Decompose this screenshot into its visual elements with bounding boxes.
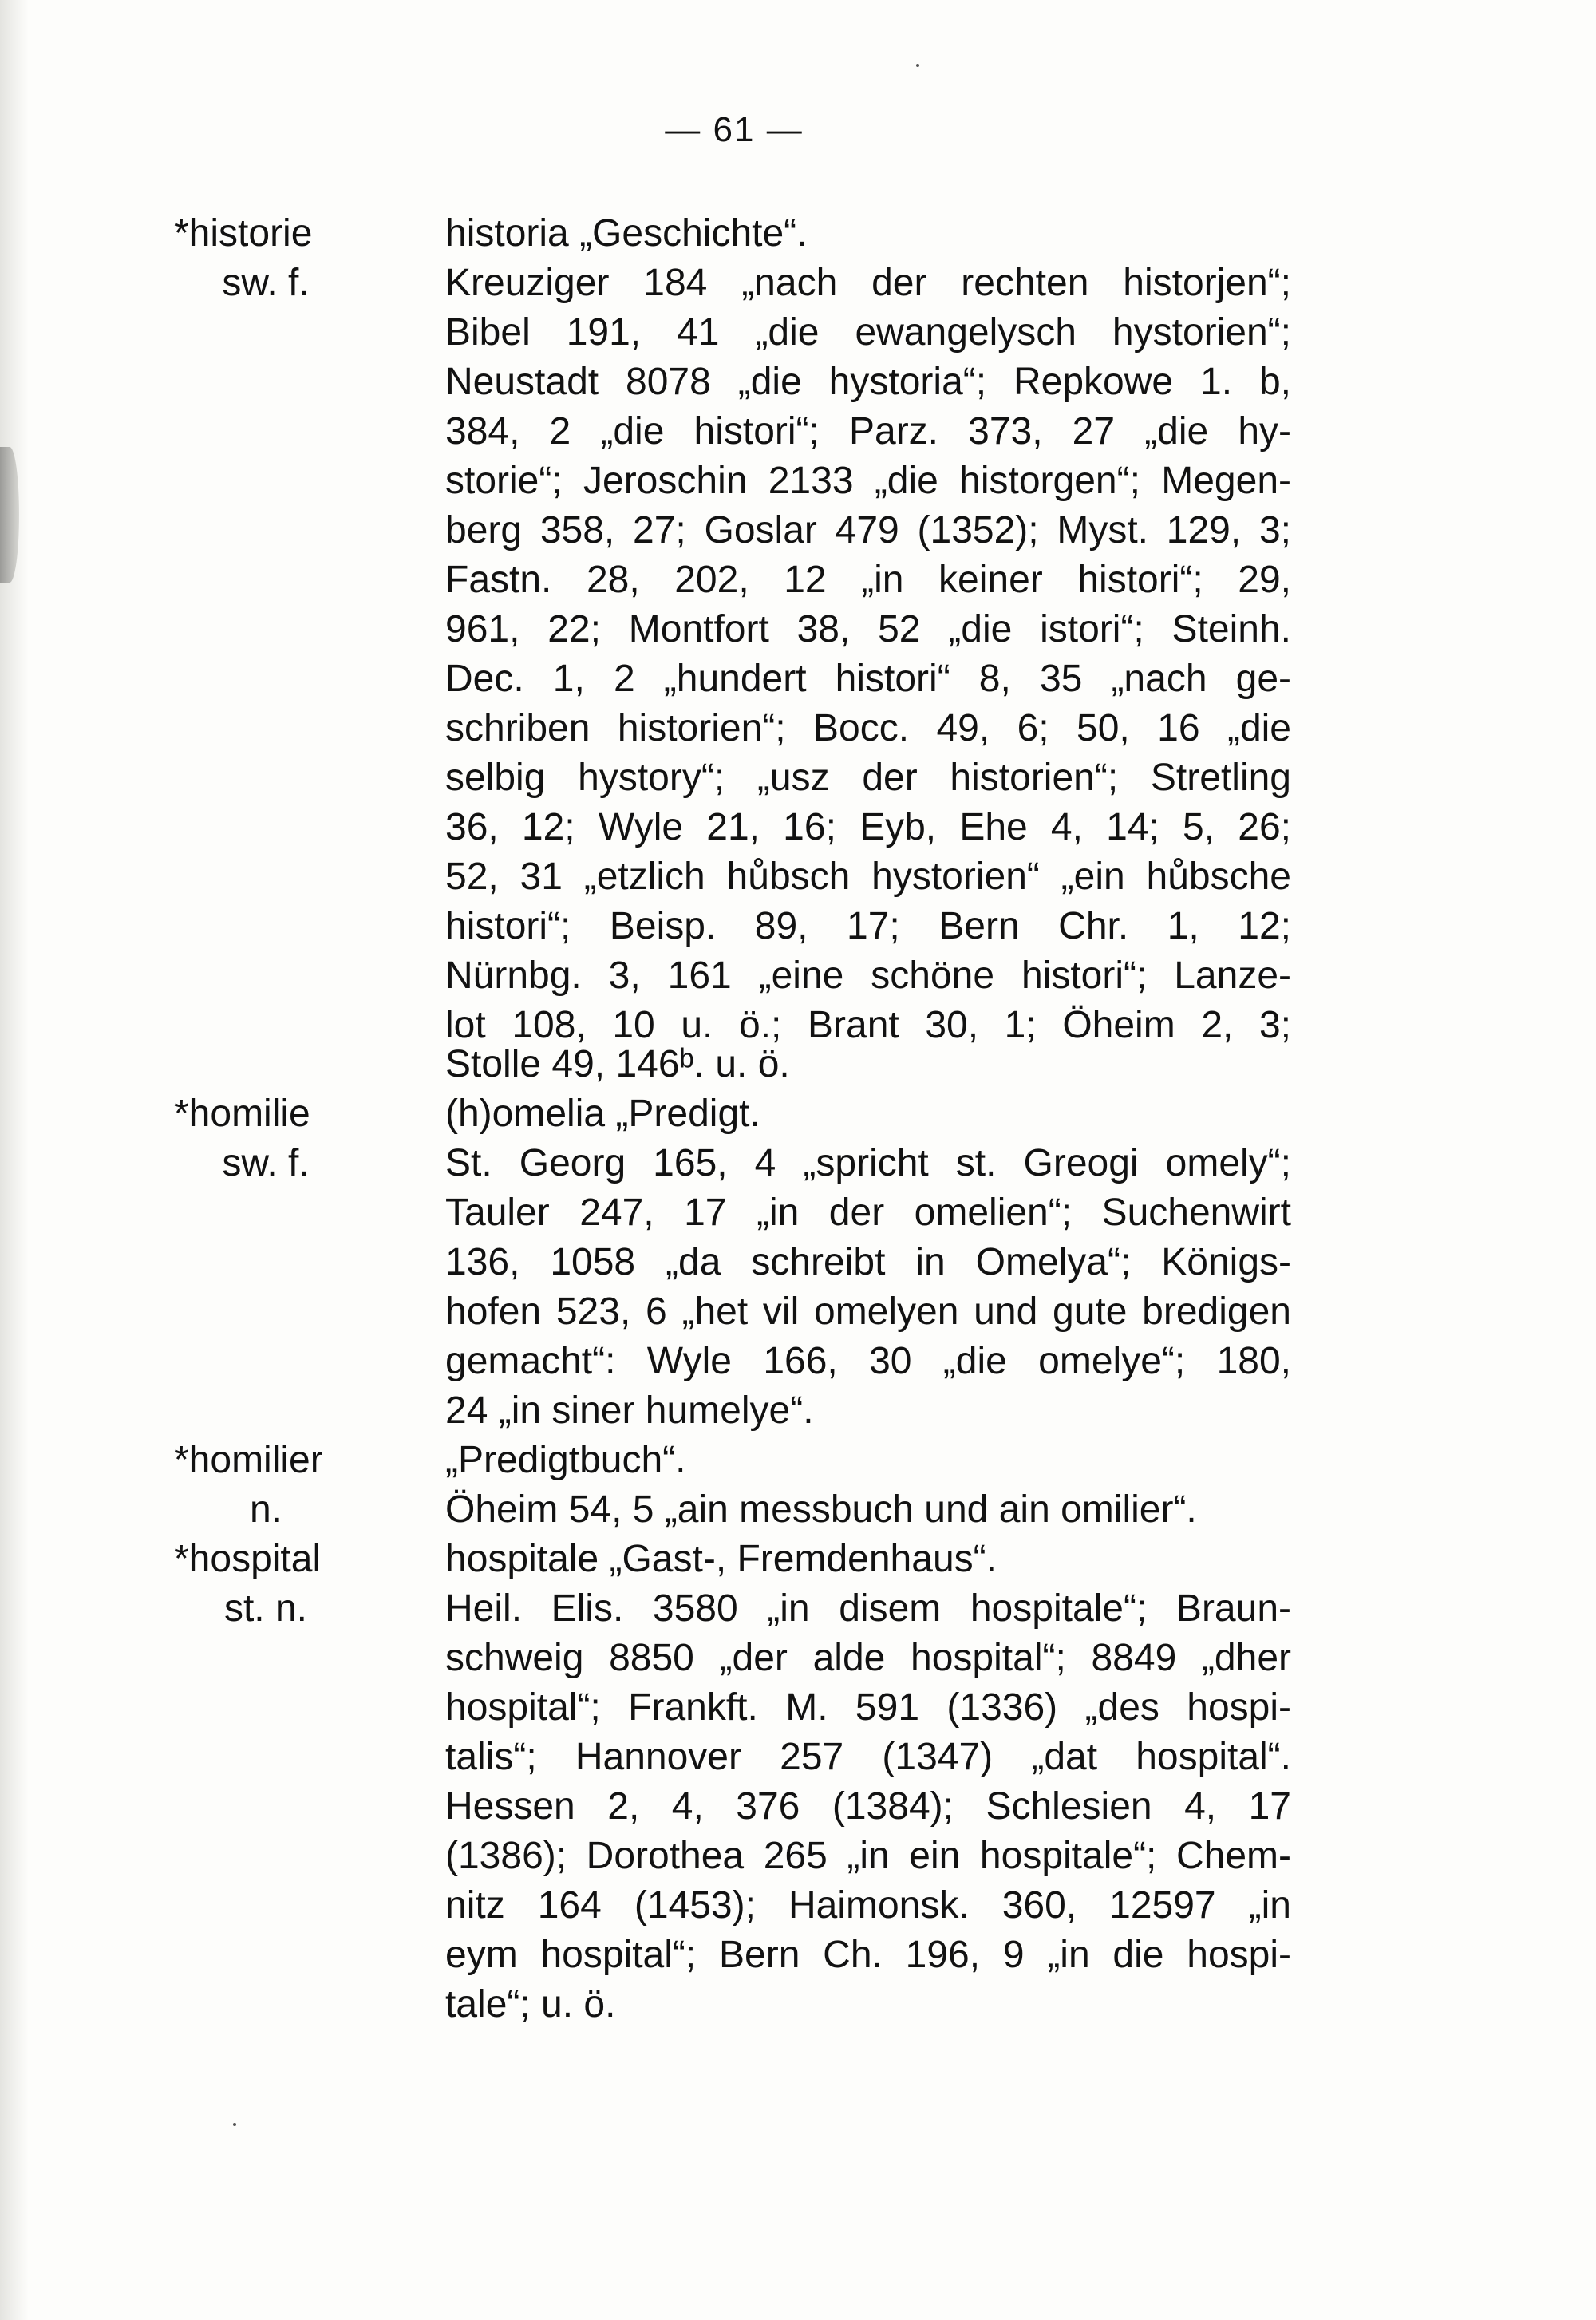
speck bbox=[916, 64, 919, 67]
entry-line: historia „Geschichte“. bbox=[445, 212, 808, 255]
headword-homilier: *homilier bbox=[174, 1439, 323, 1481]
entry-line: 52, 31 „etzlich hůbsch hystorien“ „ein hůbsche bbox=[445, 856, 1291, 898]
entry-line: (1386); Dorothea 265 „in ein hospitale“; Chem- bbox=[445, 1835, 1291, 1877]
speck bbox=[233, 2123, 236, 2126]
entry-line: lot 108, 10 u. ö.; Brant 30, 1; Öheim 2, 3; bbox=[445, 1004, 1291, 1046]
entry-line: histori“; Beisp. 89, 17; Bern Chr. 1, 12; bbox=[445, 905, 1291, 947]
entry-line: 136, 1058 „da schreibt in Omelya“; Königs- bbox=[445, 1241, 1291, 1283]
grammar-homilie: sw. f. bbox=[222, 1142, 310, 1184]
entry-line: storie“; Jeroschin 2133 „die historgen“; Megen- bbox=[445, 460, 1291, 502]
entry-line: Heil. Elis. 3580 „in disem hospitale“; Braun- bbox=[445, 1587, 1291, 1630]
grammar-hospital: st. n. bbox=[223, 1587, 308, 1630]
headword-historie: *historie bbox=[174, 212, 313, 255]
entry-line: 24 „in siner humelye“. bbox=[445, 1389, 814, 1432]
entry-line: berg 358, 27; Goslar 479 (1352); Myst. 129, 3; bbox=[445, 509, 1291, 551]
headword-homilie: *homilie bbox=[174, 1093, 310, 1135]
entry-line: Hessen 2, 4, 376 (1384); Schlesien 4, 17 bbox=[445, 1785, 1291, 1828]
entry-line: tale“; u. ö. bbox=[445, 1983, 616, 2026]
entry-line: Stolle 49, 146ᵇ. u. ö. bbox=[445, 1043, 790, 1085]
entry-line: (h)omelia „Predigt. bbox=[445, 1093, 760, 1135]
entry-line: schriben historien“; Bocc. 49, 6; 50, 16 „die bbox=[445, 707, 1291, 749]
entry-line: Nürnbg. 3, 161 „eine schöne histori“; Lanze- bbox=[445, 954, 1291, 997]
headword-hospital: *hospital bbox=[174, 1538, 322, 1580]
entry-line: Öheim 54, 5 „ain messbuch und ain omilier“. bbox=[445, 1488, 1197, 1531]
entry-line: Dec. 1, 2 „hundert histori“ 8, 35 „nach ge- bbox=[445, 658, 1291, 700]
entry-line: Neustadt 8078 „die hystoria“; Repkowe 1. b, bbox=[445, 361, 1291, 403]
page-number: — 61 — bbox=[665, 110, 804, 149]
entry-line: schweig 8850 „der alde hospital“; 8849 „dher bbox=[445, 1637, 1291, 1679]
entry-line: gemacht“: Wyle 166, 30 „die omelye“; 180, bbox=[445, 1340, 1291, 1382]
entry-line: 384, 2 „die histori“; Parz. 373, 27 „die hy- bbox=[445, 410, 1291, 453]
grammar-historie: sw. f. bbox=[222, 262, 310, 304]
entry-line: 961, 22; Montfort 38, 52 „die istori“; Steinh. bbox=[445, 608, 1291, 650]
binding-mark bbox=[0, 447, 19, 583]
entry-line: hospital“; Frankft. M. 591 (1336) „des hospi- bbox=[445, 1686, 1291, 1729]
entry-line: „Predigtbuch“. bbox=[445, 1439, 686, 1481]
entry-line: eym hospital“; Bern Ch. 196, 9 „in die hospi- bbox=[445, 1934, 1291, 1976]
entry-line: Kreuziger 184 „nach der rechten historjen“; bbox=[445, 262, 1291, 304]
entry-line: hospitale „Gast-, Fremdenhaus“. bbox=[445, 1538, 997, 1580]
entry-line: talis“; Hannover 257 (1347) „dat hospital“. bbox=[445, 1736, 1291, 1778]
grammar-homilier: n. bbox=[249, 1488, 282, 1531]
entry-line: Bibel 191, 41 „die ewangelysch hystorien“; bbox=[445, 311, 1291, 354]
entry-line: St. Georg 165, 4 „spricht st. Greogi omely“; bbox=[445, 1142, 1291, 1184]
entry-line: Fastn. 28, 202, 12 „in keiner histori“; 29, bbox=[445, 559, 1291, 601]
entry-line: hofen 523, 6 „het vil omelyen und gute bredigen bbox=[445, 1290, 1291, 1333]
entry-line: Tauler 247, 17 „in der omelien“; Suchenwirt bbox=[445, 1192, 1291, 1234]
entry-line: 36, 12; Wyle 21, 16; Eyb, Ehe 4, 14; 5, 26; bbox=[445, 806, 1291, 848]
entry-line: selbig hystory“; „usz der historien“; Stretling bbox=[445, 757, 1291, 799]
entry-line: nitz 164 (1453); Haimonsk. 360, 12597 „in bbox=[445, 1884, 1291, 1927]
page-left-edge-shadow bbox=[0, 0, 29, 2320]
